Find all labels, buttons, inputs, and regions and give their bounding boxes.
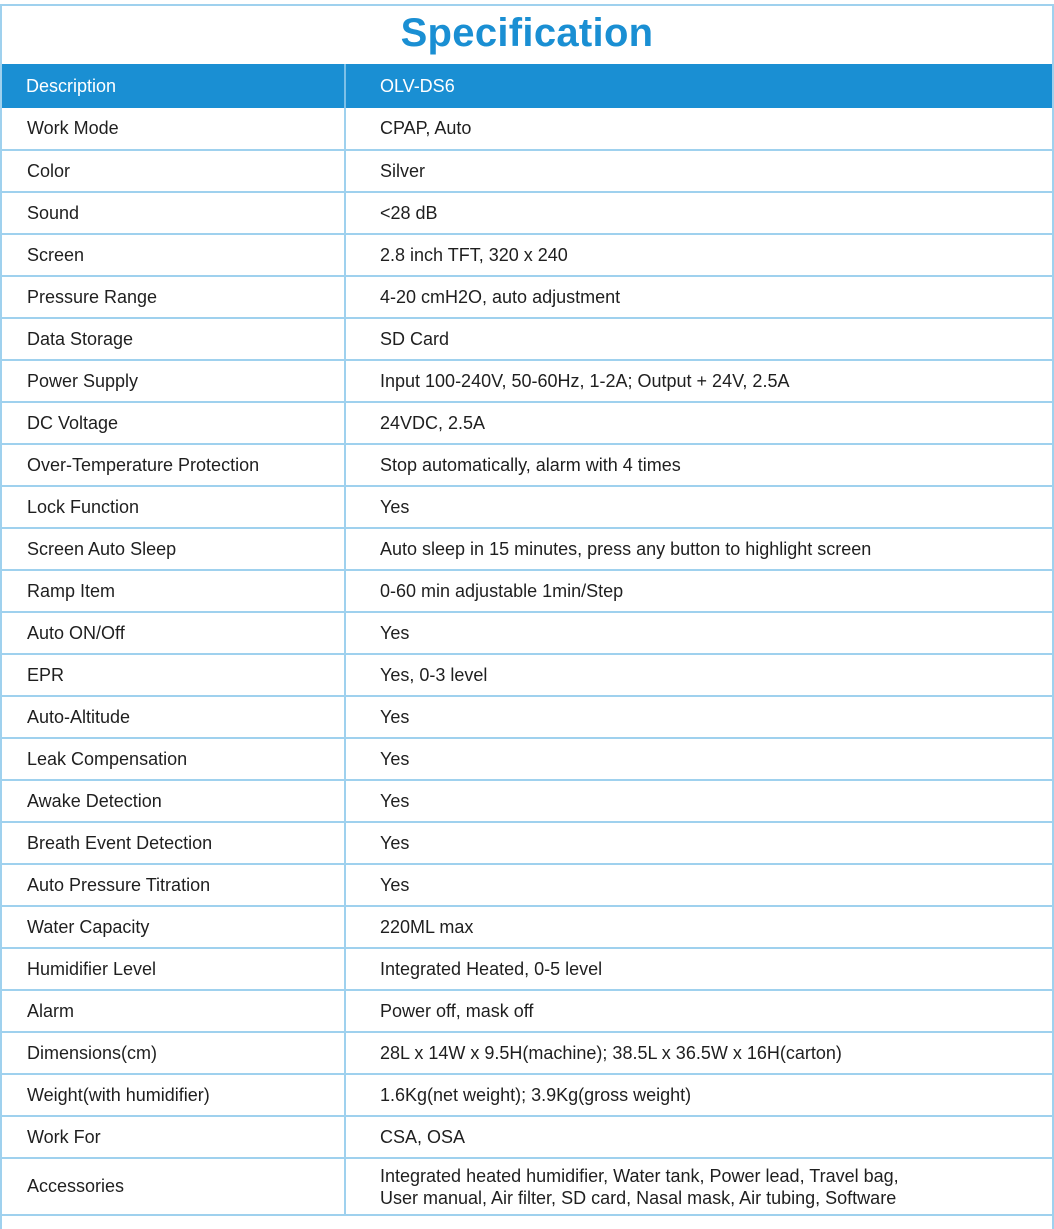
table-row (2, 1074, 1052, 1116)
spec-label: Work Mode (2, 108, 345, 150)
spec-value: Yes (345, 486, 1052, 528)
table-row (2, 192, 1052, 234)
spec-value: Yes (345, 780, 1052, 822)
spec-label: Awake Detection (2, 780, 345, 822)
page-title: Specification (400, 11, 654, 55)
table-row (2, 444, 1052, 486)
table-row (2, 1158, 1052, 1215)
table-row (2, 822, 1052, 864)
spec-value: Yes (345, 738, 1052, 780)
table-row (2, 570, 1052, 612)
spec-value: CSA, OSA (345, 1116, 1052, 1158)
table-row (2, 1116, 1052, 1158)
spec-value: 2.8 inch TFT, 320 x 240 (345, 234, 1052, 276)
spec-value: <28 dB (345, 192, 1052, 234)
table-row (2, 654, 1052, 696)
spec-label: Auto-Altitude (2, 696, 345, 738)
spec-value: Yes (345, 864, 1052, 906)
spec-value: CPAP, Auto (345, 108, 1052, 150)
spec-label: Color (2, 150, 345, 192)
table-row (2, 738, 1052, 780)
table-row (2, 1032, 1052, 1074)
spec-value: 0-60 min adjustable 1min/Step (345, 570, 1052, 612)
spec-label: Work For (2, 1116, 345, 1158)
table-row (2, 528, 1052, 570)
spec-label: Sound (2, 192, 345, 234)
spec-label: Screen (2, 234, 345, 276)
spec-value: Yes (345, 696, 1052, 738)
spec-label: Alarm (2, 990, 345, 1032)
spec-label: Screen Auto Sleep (2, 528, 345, 570)
spec-value: 4-20 cmH2O, auto adjustment (345, 276, 1052, 318)
spec-label: Leak Compensation (2, 738, 345, 780)
spec-label: Weight(with humidifier) (2, 1074, 345, 1116)
spec-label: Ramp Item (2, 570, 345, 612)
table-row (2, 906, 1052, 948)
table-row (2, 990, 1052, 1032)
spec-value: Yes (345, 822, 1052, 864)
spec-label: Pressure Range (2, 276, 345, 318)
spec-label: DC Voltage (2, 402, 345, 444)
spec-label: Data Storage (2, 318, 345, 360)
spec-value: Stop automatically, alarm with 4 times (345, 444, 1052, 486)
spec-label: Power Supply (2, 360, 345, 402)
spec-value: Input 100-240V, 50-60Hz, 1-2A; Output + 24V, 2.5A (345, 360, 1052, 402)
spec-label: Auto Pressure Titration (2, 864, 345, 906)
spec-value: 24VDC, 2.5A (345, 402, 1052, 444)
table-row (2, 864, 1052, 906)
table-row (2, 276, 1052, 318)
spec-value: 1.6Kg(net weight); 3.9Kg(gross weight) (345, 1074, 1052, 1116)
spec-value-line: Integrated heated humidifier, Water tank, Power lead, Travel bag, (380, 1165, 899, 1186)
spec-label: Breath Event Detection (2, 822, 345, 864)
header-model: OLV-DS6 (380, 75, 455, 96)
table-row (2, 780, 1052, 822)
table-body (2, 108, 1052, 1215)
spec-value: Integrated Heated, 0-5 level (345, 948, 1052, 990)
header-description: Description (2, 64, 345, 108)
spec-value: Yes (345, 612, 1052, 654)
table-row (2, 612, 1052, 654)
table-row (2, 108, 1052, 150)
table-row (2, 696, 1052, 738)
spec-value: Silver (345, 150, 1052, 192)
spec-label: Dimensions(cm) (2, 1032, 345, 1074)
spec-label: Over-Temperature Protection (2, 444, 345, 486)
table-row (2, 360, 1052, 402)
spec-value (345, 1158, 1052, 1215)
table-row (2, 486, 1052, 528)
spec-label: Auto ON/Off (2, 612, 345, 654)
table-row (2, 150, 1052, 192)
spec-value: 28L x 14W x 9.5H(machine); 38.5L x 36.5W x 16H(carton) (345, 1032, 1052, 1074)
table-row (2, 234, 1052, 276)
table-row (2, 948, 1052, 990)
spec-label: EPR (2, 654, 345, 696)
spec-value: Power off, mask off (345, 990, 1052, 1032)
spec-label: Water Capacity (2, 906, 345, 948)
spec-value-line: User manual, Air filter, SD card, Nasal mask, Air tubing, Software (380, 1187, 897, 1208)
table-header-row (2, 64, 1052, 108)
spec-label: Humidifier Level (2, 948, 345, 990)
spec-value: Auto sleep in 15 minutes, press any button to highlight screen (345, 528, 1052, 570)
spec-value: 220ML max (345, 906, 1052, 948)
spec-value: Yes, 0-3 level (345, 654, 1052, 696)
spec-table (2, 64, 1052, 1216)
spec-value: SD Card (345, 318, 1052, 360)
spec-label: Lock Function (2, 486, 345, 528)
spec-label: Accessories (2, 1158, 345, 1215)
table-row (2, 402, 1052, 444)
table-row (2, 318, 1052, 360)
